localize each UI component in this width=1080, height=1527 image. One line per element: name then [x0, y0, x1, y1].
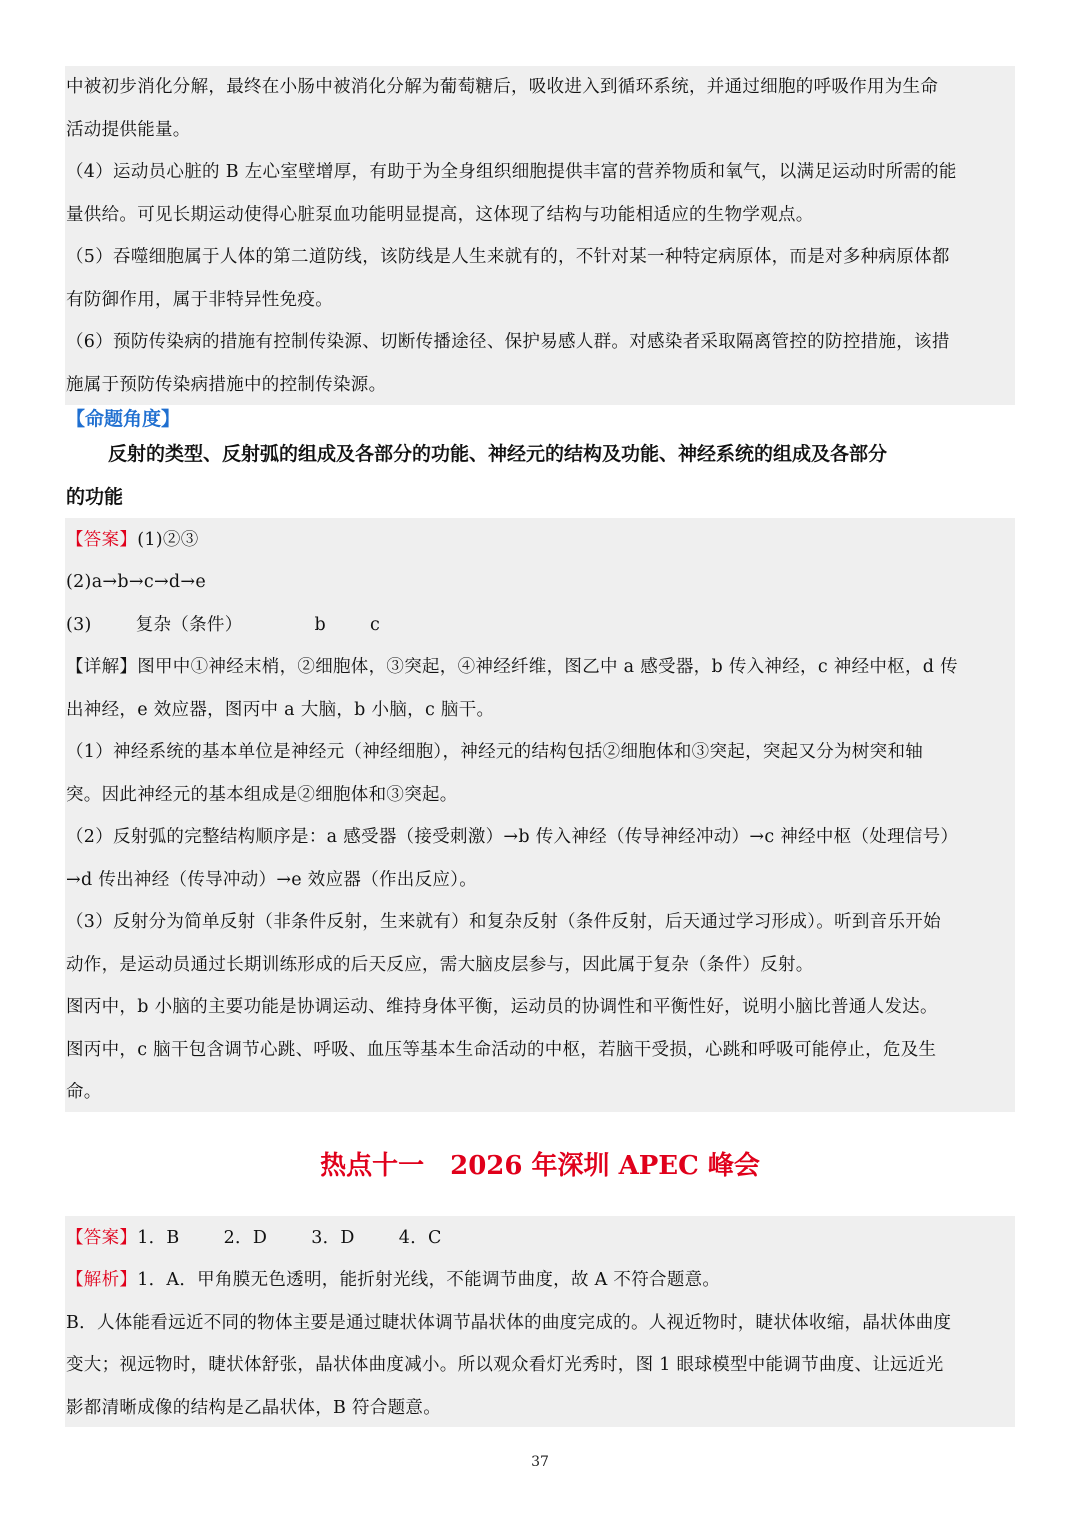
answer-label: 【答案】: [66, 530, 138, 550]
answer-3-part-c: c: [370, 615, 381, 635]
hotspot-analysis-line: B．人体能看远近不同的物体主要是通过睫状体调节晶状体的曲度完成的。人视近物时，睫状体收缩，晶状体曲度: [66, 1313, 952, 1333]
text-line: 量供给。可见长期运动使得心脏泵血功能明显提高，这体现了结构与功能相适应的生物学观点。: [66, 205, 814, 225]
detail-line: →d 传出神经（传导冲动）→e 效应器（作出反应）。: [66, 870, 478, 890]
answer-line-1: [66, 528, 199, 552]
text-line: 施属于预防传染病措施中的控制传染源。: [66, 375, 387, 395]
text-line: 中被初步消化分解，最终在小肠中被消化分解为葡萄糖后，吸收进入到循环系统，并通过细胞的呼吸作用为生命: [66, 77, 939, 97]
answer-line-2: (2)a→b→c→d→e: [66, 572, 207, 592]
detail-line: 图丙中，c 脑干包含调节心跳、呼吸、血压等基本生命活动的中枢，若脑干受损，心跳和呼吸可能停止，危及生: [66, 1040, 937, 1060]
hotspot-answer-3: 3．D: [311, 1228, 355, 1248]
detail-line: 动作，是运动员通过长期训练形成的后天反应，需大脑皮层参与，因此属于复杂（条件）反射。: [66, 955, 814, 975]
text-line: （4）运动员心脏的 B 左心室壁增厚，有助于为全身组织细胞提供丰富的营养物质和氧气，以满足运动时所需的能: [66, 162, 957, 182]
hotspot-analysis-label: 【解析】: [66, 1270, 138, 1290]
hotspot-analysis-line: 变大；视远物时，睫状体舒张，晶状体曲度减小。所以观众看灯光秀时，图 1 眼球模型中能调节曲度、让远近光: [66, 1355, 944, 1375]
hotspot-analysis-line: [66, 1268, 720, 1292]
detail-line: 出神经，e 效应器，图丙中 a 大脑，b 小脑，c 脑干。: [66, 700, 495, 720]
analysis-box-top: [65, 66, 1015, 405]
text-line: 活动提供能量。: [66, 120, 191, 140]
hotspot-answer-4: 4．C: [398, 1228, 442, 1248]
text-line: 有防御作用，属于非特异性免疫。: [66, 290, 333, 310]
page-number: 37: [531, 1454, 549, 1470]
proposition-topic-line1: 反射的类型、反射弧的组成及各部分的功能、神经元的结构及功能、神经系统的组成及各部分: [108, 443, 888, 465]
text-line: （5）吞噬细胞属于人体的第二道防线，该防线是人生来就有的，不针对某一种特定病原体，而是对多种病原体都: [66, 247, 950, 267]
detail-line: 图丙中，b 小脑的主要功能是协调运动、维持身体平衡，运动员的协调性和平衡性好，说明小脑比普通人发达。: [66, 997, 938, 1017]
hotspot-title: 热点十一 2026 年深圳 APEC 峰会: [320, 1151, 760, 1181]
answer-box: [65, 518, 1015, 1112]
proposition-heading: 【命题角度】: [66, 408, 181, 430]
detail-line: 命。: [66, 1082, 102, 1102]
hotspot-answer-2: 2．D: [223, 1228, 268, 1248]
answer-3-part-b: b: [314, 615, 327, 635]
answer-3-number: (3): [66, 615, 92, 635]
answer-value: (1)②③: [137, 530, 199, 550]
hotspot-analysis-text: 1．A．甲角膜无色透明，能折射光线，不能调节曲度，故 A 不符合题意。: [137, 1270, 721, 1290]
hotspot-analysis-line: 影都清晰成像的结构是乙晶状体，B 符合题意。: [66, 1398, 442, 1418]
proposition-topic-line2: 的功能: [66, 486, 124, 508]
text-line: （6）预防传染病的措施有控制传染源、切断传播途径、保护易感人群。对感染者采取隔离管控的防控措施，该措: [66, 332, 950, 352]
detail-line: （1）神经系统的基本单位是神经元（神经细胞），神经元的结构包括②细胞体和③突起，突起又分为树突和轴: [66, 742, 924, 762]
hotspot-answer-1: 1．B: [137, 1228, 180, 1248]
detail-line: 突。因此神经元的基本组成是②细胞体和③突起。: [66, 785, 458, 805]
detail-line: （2）反射弧的完整结构顺序是：a 感受器（接受刺激）→b 传入神经（传导神经冲动）→c 神经中枢（处理信号）: [66, 827, 959, 847]
answer-3-part-a: 复杂（条件）: [135, 615, 243, 635]
answer-line-3: [66, 613, 380, 637]
detail-line: 【详解】图甲中①神经末梢，②细胞体，③突起，④神经纤维，图乙中 a 感受器，b 传入神经，c 神经中枢，d 传: [66, 657, 958, 677]
hotspot-answer-line: [66, 1226, 442, 1250]
detail-line: （3）反射分为简单反射（非条件反射，生来就有）和复杂反射（条件反射，后天通过学习形成）。听到音乐开始: [66, 912, 941, 932]
hotspot-answer-label: 【答案】: [66, 1228, 138, 1248]
